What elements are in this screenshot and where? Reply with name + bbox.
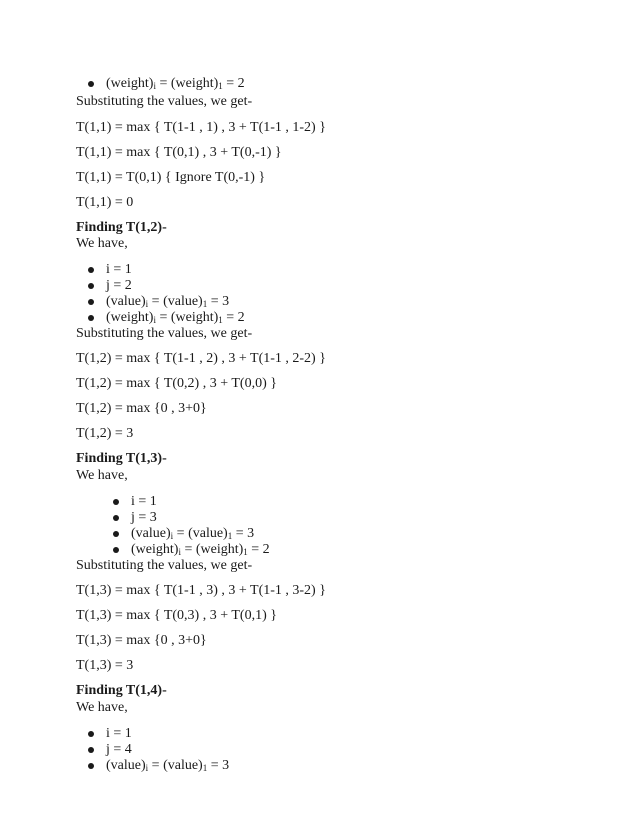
equation-line: T(1,1) = T(0,1) { Ignore T(0,-1) } [76, 170, 266, 185]
value-label: = (value) [148, 294, 203, 309]
list-item-text: j = 4 [106, 742, 132, 757]
equation-line: T(1,1) = 0 [76, 195, 134, 210]
list-item-text: j = 3 [131, 510, 157, 525]
weight-value: = 2 [222, 310, 245, 325]
weight-label: (weight) [106, 310, 154, 325]
bullet-dot [88, 747, 94, 753]
weight-label: = (weight) [155, 76, 219, 91]
value-label: = (value) [173, 526, 228, 541]
subscript-1: 1 [243, 547, 248, 557]
bullet-dot [113, 499, 119, 505]
equation-line: T(1,3) = 3 [76, 658, 134, 673]
list-item-value [106, 758, 229, 774]
list-item-text: i = 1 [106, 726, 132, 741]
bullet-dot [88, 81, 94, 87]
subscript-i: i [145, 299, 149, 309]
list-item-i [106, 262, 132, 278]
weight-label: = (weight) [155, 310, 219, 325]
bullet-dot [88, 267, 94, 273]
subscript-i: i [170, 531, 174, 541]
equation-line: T(1,2) = max {0 , 3+0} [76, 401, 207, 416]
subscript-1: 1 [218, 81, 223, 91]
value-number: = 3 [207, 294, 230, 309]
section-heading: Finding T(1,4)- [76, 683, 167, 698]
bullet-dot [113, 547, 119, 553]
subscript-1: 1 [218, 315, 223, 325]
we-have-text: We have, [76, 700, 128, 715]
list-item-j [131, 510, 157, 526]
section-heading: Finding T(1,2)- [76, 220, 167, 235]
list-item-j [106, 278, 132, 294]
weight-value: = 2 [222, 76, 245, 91]
list-item-weight [106, 76, 245, 92]
value-number: = 3 [207, 758, 230, 773]
list-item-weight [131, 542, 270, 558]
equation-line: T(1,3) = max {0 , 3+0} [76, 633, 207, 648]
value-label: = (value) [148, 758, 203, 773]
list-item-i [131, 494, 157, 510]
value-label: (value) [106, 758, 146, 773]
list-item-text: i = 1 [131, 494, 157, 509]
bullet-dot [88, 283, 94, 289]
bullet-dot [88, 731, 94, 737]
weight-value: = 2 [247, 542, 270, 557]
list-item-value [106, 294, 229, 310]
weight-label: = (weight) [180, 542, 244, 557]
section-heading: Finding T(1,3)- [76, 451, 167, 466]
equation-line: T(1,2) = max { T(1-1 , 2) , 3 + T(1-1 , 2-2) } [76, 351, 326, 366]
list-item-j [106, 742, 132, 758]
we-have-text: We have, [76, 236, 128, 251]
bullet-dot [113, 515, 119, 521]
list-item-value [131, 526, 254, 542]
substituting-text: Substituting the values, we get- [76, 558, 253, 573]
weight-label: (weight) [106, 76, 154, 91]
bullet-dot [88, 299, 94, 305]
subscript-i: i [153, 81, 156, 91]
list-item-text: j = 2 [106, 278, 132, 293]
equation-line: T(1,1) = max { T(1-1 , 1) , 3 + T(1-1 , 1-2) } [76, 120, 326, 135]
value-label: (value) [106, 294, 146, 309]
weight-label: (weight) [131, 542, 179, 557]
subscript-1: 1 [227, 531, 233, 541]
subscript-i: i [153, 315, 156, 325]
list-item-text: i = 1 [106, 262, 132, 277]
we-have-text: We have, [76, 468, 128, 483]
list-item-i [106, 726, 132, 742]
value-number: = 3 [232, 526, 255, 541]
subscript-1: 1 [202, 299, 208, 309]
list-item-weight [106, 310, 245, 326]
value-label: (value) [131, 526, 171, 541]
equation-line: T(1,3) = max { T(0,3) , 3 + T(0,1) } [76, 608, 277, 623]
bullet-dot [88, 315, 94, 321]
equation-line: T(1,3) = max { T(1-1 , 3) , 3 + T(1-1 , 3-2) } [76, 583, 326, 598]
bullet-dot [88, 763, 94, 769]
bullet-dot [113, 531, 119, 537]
equation-line: T(1,2) = max { T(0,2) , 3 + T(0,0) } [76, 376, 277, 391]
subscript-i: i [178, 547, 181, 557]
equation-line: T(1,2) = 3 [76, 426, 134, 441]
substituting-text: Substituting the values, we get- [76, 326, 253, 341]
subscript-1: 1 [202, 763, 208, 773]
subscript-i: i [145, 763, 149, 773]
substituting-text: Substituting the values, we get- [76, 94, 253, 109]
equation-line: T(1,1) = max { T(0,1) , 3 + T(0,-1) } [76, 145, 282, 160]
